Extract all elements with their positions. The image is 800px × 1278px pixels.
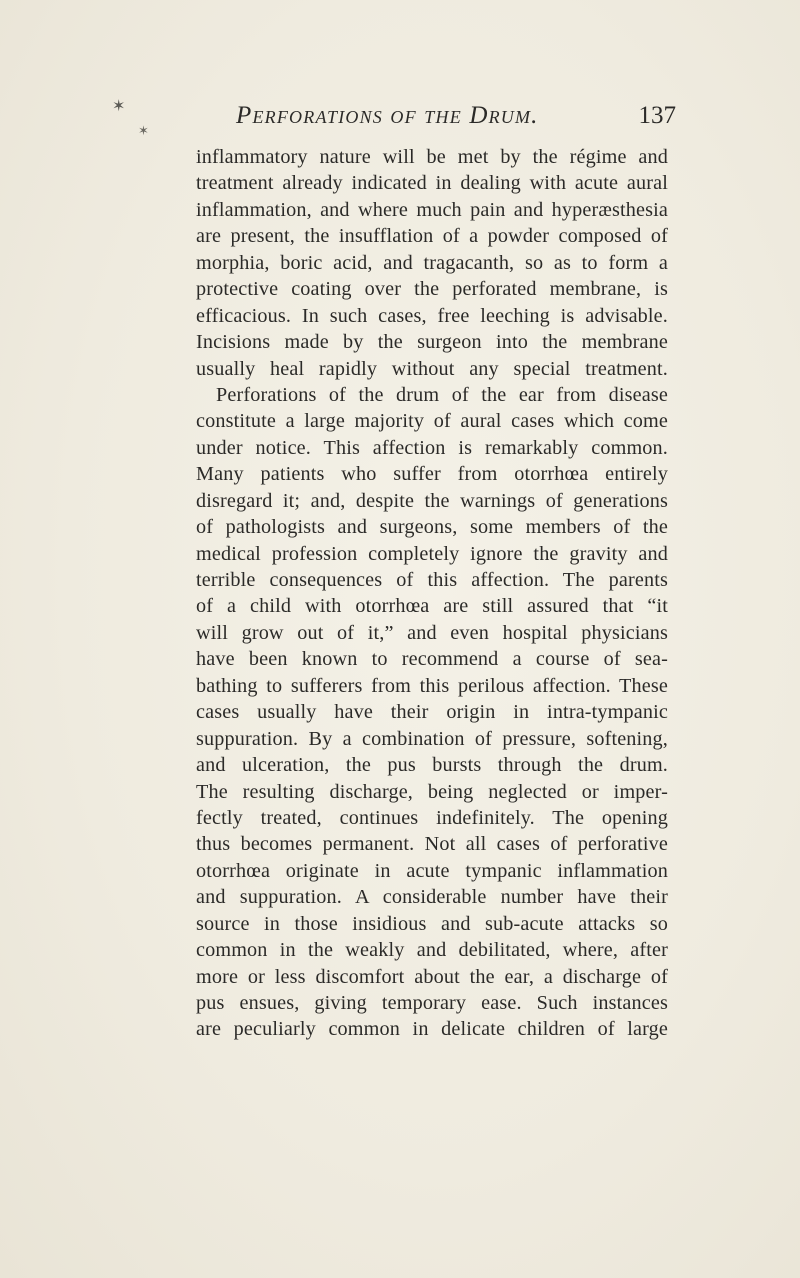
text-line: inflammation, and where much pain and hyperæsthesia <box>196 198 668 221</box>
text-line: terrible consequences of this affection. The parents <box>196 569 668 591</box>
body-text <box>196 144 668 1043</box>
page-header <box>236 102 676 134</box>
text-line: morphia, boric acid, and tragacanth, so as to form a <box>196 251 668 274</box>
text-line: are peculiarly common in delicate children of large <box>196 1018 668 1041</box>
text-line: disregard it; and, despite the warnings of generations <box>196 489 668 512</box>
text-line: are present, the insufflation of a powder composed of <box>196 225 668 248</box>
text-line: common in the weakly and debilitated, where, after <box>196 939 668 962</box>
text-line: of a child with otorrhœa are still assured that “it <box>196 595 668 618</box>
paragraph-first-line: Perforations of the drum of the ear from disease <box>216 383 668 406</box>
text-line: bathing to sufferers from this perilous affection. These <box>196 674 668 697</box>
text-line: thus becomes permanent. Not all cases of perforative <box>196 833 668 856</box>
text-line: source in those insidious and sub-acute attacks so <box>196 912 668 935</box>
text-line: fectly treated, continues indefinitely. The opening <box>196 806 668 829</box>
text-line: will grow out of it,” and even hospital physicians <box>196 621 668 644</box>
running-head: Perforations of the Drum. <box>236 102 539 129</box>
text-line: under notice. This affection is remarkably common. <box>196 436 668 459</box>
text-line: The resulting discharge, being neglected or imper- <box>196 780 668 803</box>
text-line: have been known to recommend a course of sea- <box>196 648 668 671</box>
text-line: pus ensues, giving temporary ease. Such instances <box>196 992 668 1014</box>
text-line: more or less discomfort about the ear, a discharge of <box>196 965 668 988</box>
margin-smudge-mark: ✶ <box>138 124 149 139</box>
page-number: 137 <box>638 102 676 129</box>
text-line: and ulceration, the pus bursts through the drum. <box>196 754 668 777</box>
text-line: and suppuration. A considerable number have their <box>196 886 668 909</box>
text-line: treatment already indicated in dealing with acute aural <box>196 172 668 195</box>
text-line: Incisions made by the surgeon into the membrane <box>196 331 668 354</box>
text-line: usually heal rapidly without any special treatment. <box>196 357 668 380</box>
text-line: protective coating over the perforated membrane, is <box>196 278 668 301</box>
text-line: constitute a large majority of aural cases which come <box>196 410 668 433</box>
text-line: otorrhœa originate in acute tympanic inflammation <box>196 859 668 882</box>
text-line: Many patients who suffer from otorrhœa entirely <box>196 463 668 486</box>
text-line: cases usually have their origin in intra-tympanic <box>196 701 668 724</box>
text-line: inflammatory nature will be met by the régime and <box>196 146 668 168</box>
text-line: medical profession completely ignore the gravity and <box>196 542 668 565</box>
margin-smudge-mark: ✶ <box>112 96 126 115</box>
text-line: suppuration. By a combination of pressure, softening, <box>196 727 668 750</box>
text-line: efficacious. In such cases, free leeching is advisable. <box>196 304 668 327</box>
text-line: of pathologists and surgeons, some members of the <box>196 516 668 539</box>
